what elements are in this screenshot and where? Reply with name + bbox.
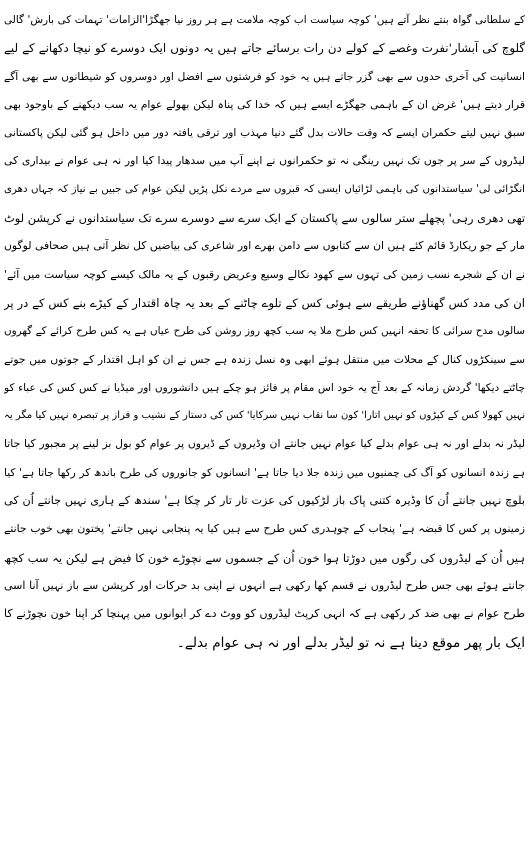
text-line: ان کی مدد کس گھناؤنے طریقے سے ہوئی کس کے تلوے چاٹنے کے بعد یہ چاہ اقتدار کے کیڑے بنے کس کے در پر	[4, 295, 525, 310]
text-line-final: ایک بار پھر موقع دینا ہے نہ تو لیڈر بدلے اور نہ ہی عوام بدلے۔	[176, 634, 525, 651]
text-line: انسانیت کی آخری حدوں سے بھی گزر جاتے ہیں یہ خود کو فرشتوں سے افضل اور دوسروں کو شیطانوں سے بھی آگے	[4, 70, 525, 83]
text-line: بلوچ نہیں جانتے اُن کا وڈیرہ کتنی پاک باز لڑکیوں کی عزت تار تار کر چکا ہے' سندھ کے ہاری نہیں جانتے اُن کی	[4, 494, 525, 508]
text-line: لیڈر نہ بدلے اور نہ ہی عوام بدلے کیا عوام نہیں جانتے ان وڈیروں کے ڈیروں پر عوام کو بول بز لینے پر مجبور کیا جاتا	[4, 437, 525, 451]
text-line: ہے زندہ انسانوں کو آگ کی چمنیوں میں زندہ جلا دیا جاتا ہے' انسانوں کو جانوروں کی طرح باندھ کر رکھا جاتا ہے' کیا	[4, 466, 525, 479]
article-body	[4, 6, 525, 842]
text-line: تھی دھری رہی' پچھلے ستر سالوں سے پاکستان کے ایک سرے سے دوسرے سرے تک سیاستدانوں نے کرپشن لوٹ	[4, 211, 525, 226]
text-line: انگڑائی لی' سیاستدانوں کی باہمی لڑائیاں ایسی کہ قبروں سے مردے نکل پڑیں لیکن عوام کی جبیں بے نیاز کہ جہاں دھری	[4, 183, 525, 195]
text-line: سے سینکڑوں کنال کے محلات میں منتقل ہوئے ابھی وہ نسل زندہ ہے جس نے ان کو اہل اقتدار کے جوتوں میں جوتے	[4, 352, 525, 366]
text-line: سالوں مدح سرائی کا تحفہ انہیں کس طرح ملا یہ سب کچھ روز روشن کی طرح عیاں ہے یہ کس طرح کرائے کے گھروں	[4, 325, 525, 338]
text-line: قرار دیتے ہیں' غرض ان کے باہمی جھگڑے ایسے ہیں کہ خدا کی پناہ لیکن بھولے عوام یہ سب دیکھنے کے باوجود بھی	[4, 97, 525, 111]
text-line: ہیں اُن کے لیڈروں کی رگوں میں دوڑتا ہوا خون اُن کے جسموں سے نچوڑے خون کا فیض ہے لیکن یہ سب کچھ	[4, 550, 525, 565]
text-line: جانتے ہوئے بھی جس طرح لیڈروں نے قسم کھا رکھی ہے انہوں نے اپنی بد حرکات اور کرپشن سے باز نہیں آنا اسی	[4, 578, 525, 592]
text-line: لیڈروں کے سر پر جوں تک نہیں رینگی نہ تو حکمرانوں نے اپنے آپ میں سدھار پیدا کیا اور نہ ہی عوام نے بیداری کی	[4, 154, 525, 168]
text-line: نہیں کھولا کس کے کپڑوں کو نہیں اتارا' کون سا نقاب نہیں سرکایا' کس کی دستار کے نشیب و فراز پر تبصرہ نہیں کیا مگر یہ	[4, 410, 525, 422]
text-line: مار کے جو ریکارڈ قائم کئے ہیں ان سے کتابوں سے دامن بھرے اور شاعری کی بیاضیں کل نظر آتی ہیں صحافی لوگوں	[4, 239, 525, 253]
text-line: نے ان کے شجرے نسب زمین کی تہوں سے کھود نکالے وسیع وعریض رقبوں کے یہ مالک کیسے کوچہ سیاست میں آئے'	[4, 267, 525, 281]
text-line: زمینوں پر کس کا قبضہ ہے' پنجاب کے چوہدری کس طرح سے ہیں کیا یہ پنجابی نہیں جانتے' پختون بھی خوب جانتے	[4, 522, 525, 536]
text-line: کے سلطانی گواہ بنتے نظر آتے ہیں' کوچہ سیاست اب کوچہ ملامت ہے ہر روز نیا جھگڑا'الزامات' تہمات کی بارش' گالی	[4, 14, 525, 26]
text-line: چاٹتے دیکھا' گردش زمانہ کے بعد آج یہ خود اس مقام پر فائز ہو چکے ہیں دانشوروں اور میڈیا نے کس کس کی عباء کو	[4, 381, 525, 394]
text-line: گلوچ کی آبشار'نفرت وغصے کے کولے دن رات برسائے جاتے ہیں یہ دونوں ایک دوسرے کو نیچا دکھانے کے لیے	[4, 41, 525, 56]
text-line: طرح عوام نے بھی ضد کر رکھی ہے کہ انہی کرپٹ لیڈروں کو ووٹ دے کر ایوانوں میں پہنچا کر اپنا خون نچوڑنے کا	[4, 607, 525, 621]
text-line: سبق نہیں لیتے حکمران ایسے کہ وقت حالات بدل گئے دنیا مہذب اور ترقی یافتہ دور میں داخل ہو گئی لیکن پاکستانی	[4, 127, 525, 140]
